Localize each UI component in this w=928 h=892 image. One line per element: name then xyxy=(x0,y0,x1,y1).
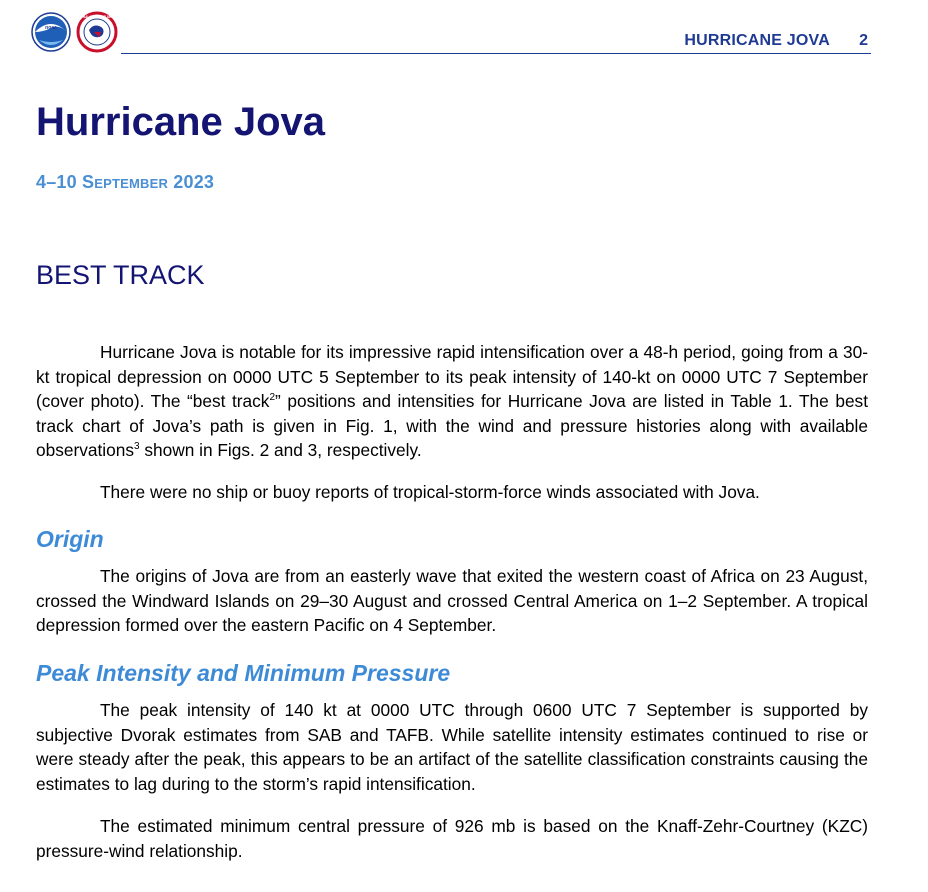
national-weather-service-logo xyxy=(73,13,121,51)
origin-paragraph: The origins of Jova are from an easterly wave that exited the western coast of Africa on 23 August, crossed the Windward Islands on 29–30 August and crossed Central America on 1–2 September. A tropical depression formed over the eastern Pacific on 4 September. xyxy=(36,566,868,636)
section-heading-best-track: BEST TRACK xyxy=(36,260,205,290)
best-track-intro-paragraph xyxy=(36,340,868,463)
subheading-origin: Origin xyxy=(36,526,104,552)
header-divider xyxy=(121,53,871,54)
subheading-peak-intensity: Peak Intensity and Minimum Pressure xyxy=(36,660,451,686)
running-header-title: HURRICANE JOVA xyxy=(684,32,830,49)
best-track-intro-text-1: Hurricane Jova is notable for its impressive rapid intensification over a 48-h period, going from a 30-kt tropical depression on 0000 UTC 5 September to its peak intensity of 140-kt on 0000 UTC 7 September (cover photo). The “best track xyxy=(36,342,868,412)
document-title: Hurricane Jova xyxy=(36,100,326,144)
footnote-ref-3: 3 xyxy=(133,441,140,453)
footnote-ref-2: 2 xyxy=(269,392,276,404)
noaa-logo-text: noaa xyxy=(45,25,57,31)
peak-intensity-paragraph: The peak intensity of 140 kt at 0000 UTC through 0600 UTC 7 September is supported by subjective Dvorak estimates from SAB and TAFB. While satellite intensity estimates continued to rise or were steady after the peak, this appears to be an artifact of the satellite classification constraints causing the estimates to lag during to the storm’s rapid intensification. xyxy=(36,700,868,794)
best-track-intro-text-2: ” positions and intensities for Hurricane Jova are listed in Table 1. The best track chart of Jova’s path is given in Fig. 1, with the wind and pressure histories along with available observations xyxy=(36,391,869,461)
minimum-pressure-paragraph: The estimated minimum central pressure of 926 mb is based on the Knaff-Zehr-Courtney (KZC) pressure-wind relationship. xyxy=(36,816,868,861)
page-number: 2 xyxy=(859,32,868,49)
date-range: 4–10 September 2023 xyxy=(36,172,215,192)
noaa-logo xyxy=(32,13,70,51)
best-track-intro-text-3: shown in Figs. 2 and 3, respectively. xyxy=(139,440,422,461)
nws-logo-text: NATIONAL WEATHER SERVICE xyxy=(73,15,121,19)
agency-logos xyxy=(31,10,121,54)
ship-buoy-paragraph: There were no ship or buoy reports of tropical-storm-force winds associated with Jova. xyxy=(100,482,760,502)
